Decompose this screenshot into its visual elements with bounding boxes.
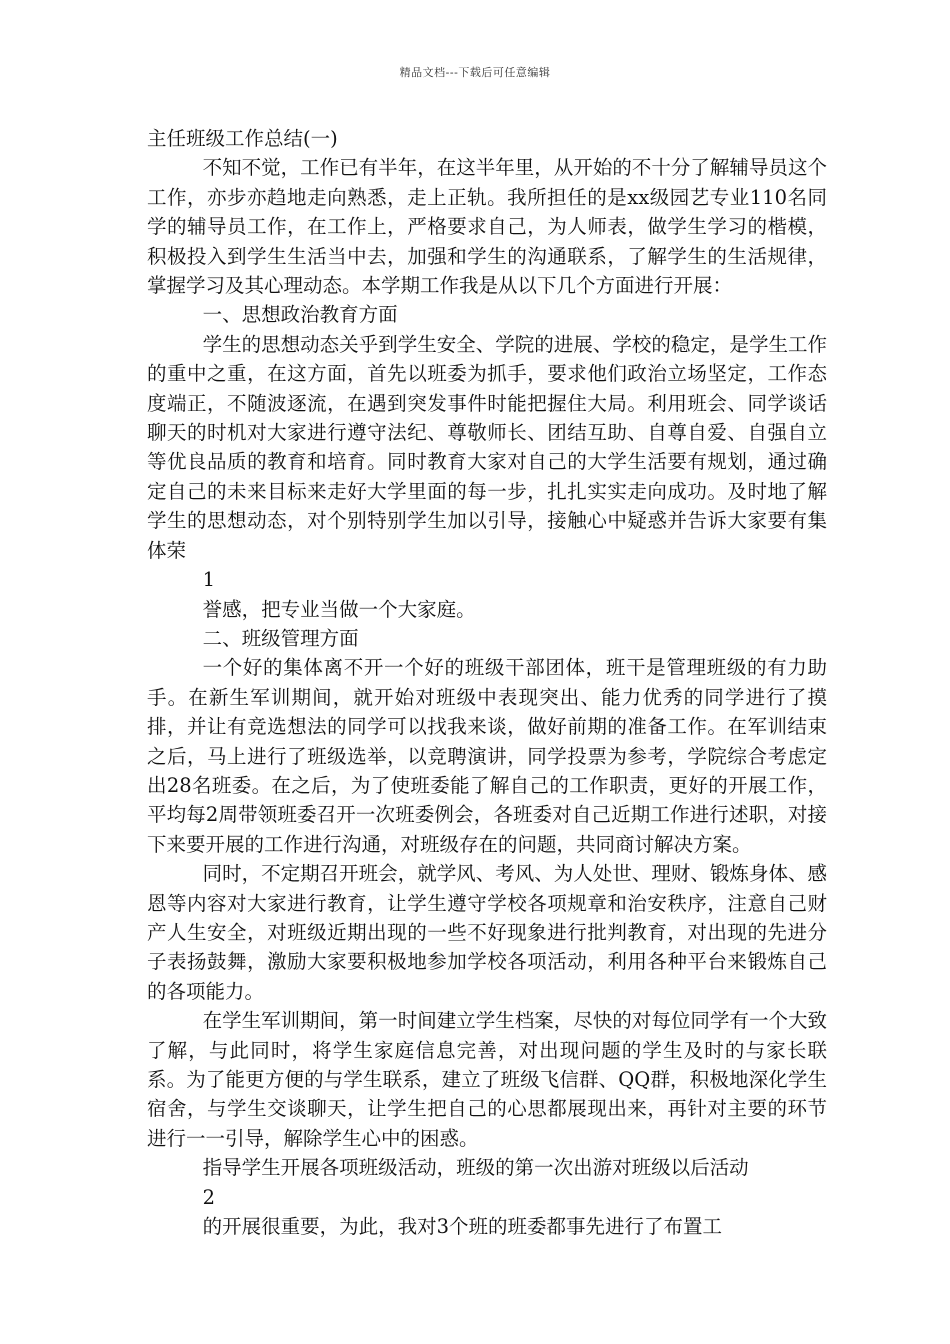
paragraph-class-activities-continued: 的开展很重要，为此，我对3个班的班委都事先进行了布置工 xyxy=(202,1215,722,1239)
paragraph-student-records: 在学生军训期间，第一时间建立学生档案，尽快的对每位同学有一个大致了解，与此同时，将学生家庭信息完善，对出现问题的学生及时的与家长联系。为了能更方便的与学生联系，建立了班级飞信群、QQ群，积极地深化学生宿舍，与学生交谈聊天，让学生把自己的心思都展现出来，再针对主要的环节进行一一引导，解除学生心中的困惑。 xyxy=(147,1009,827,1150)
paragraph-class-activities: 指导学生开展各项班级活动，班级的第一次出游对班级以后活动 xyxy=(202,1156,749,1180)
paragraph-ideology: 学生的思想动态关乎到学生安全、学院的进展、学校的稳定，是学生工作的重中之重，在这方面，首先以班委为抓手，要求他们政治立场坚定，工作态度端正，不随波逐流，在遇到突发事件时能把握住大局。利用班会、同学谈话聊天的时机对大家进行遵守法纪、尊敬师长、团结互助、自尊自爱、自强自立等优良品质的教育和培育。同时教育大家对自己的大学生活要有规划，通过确定自己的未来目标来走好大学里面的每一步，扎扎实实走向成功。及时地了解学生的思想动态，对个别特别学生加以引导，接触心中疑惑并告诉大家要有集体荣 xyxy=(147,332,827,562)
section-heading-class-management: 二、班级管理方面 xyxy=(202,626,359,650)
paragraph-intro: 不知不觉，工作已有半年，在这半年里，从开始的不十分了解辅导员这个工作，亦步亦趋地走向熟悉，走上正轨。我所担任的是xx级园艺专业110名同学的辅导员工作，在工作上，严格要求自己，为人师表，做学生学习的楷模，积极投入到学生生活当中去，加强和学生的沟通联系，了解学生的生活规律，掌握学习及其心理动态。本学期工作我是从以下几个方面进行开展： xyxy=(147,156,827,298)
document-body xyxy=(147,124,827,1241)
document-title: 主任班级工作总结(一) xyxy=(147,127,338,150)
section-heading-ideology: 一、思想政治教育方面 xyxy=(202,303,398,327)
page-header: 精品文档---下载后可任意编辑 xyxy=(399,66,551,79)
paragraph-class-cadres: 一个好的集体离不开一个好的班级干部团体，班干是管理班级的有力助手。在新生军训期间，就开始对班级中表现突出、能力优秀的同学进行了摸排，并让有竞选想法的同学可以找我来谈，做好前期的准备工作。在军训结束之后，马上进行了班级选举，以竞聘演讲，同学投票为参考，学院综合考虑定出28名班委。在之后，为了使班委能了解自己的工作职责，更好的开展工作，平均每2周带领班委召开一次班委例会，各班委对自己近期工作进行述职，对接下来要开展的工作进行沟通，对班级存在的问题，共同商讨解决方案。 xyxy=(147,656,827,856)
paragraph-ideology-continued: 誉感，把专业当做一个大家庭。 xyxy=(202,597,476,621)
paragraph-class-meetings: 同时，不定期召开班会，就学风、考风、为人处世、理财、锻炼身体、感恩等内容对大家进行教育，让学生遵守学校各项规章和治安秩序，注意自己财产人生安全，对班级近期出现的一些不好现象进行批判教育，对出现的先进分子表扬鼓舞，激励大家要积极地参加学校各项活动，利用各种平台来锻炼自己的各项能力。 xyxy=(147,862,827,1003)
page-number-2: 2 xyxy=(202,1185,215,1209)
page-number-1: 1 xyxy=(202,568,215,592)
